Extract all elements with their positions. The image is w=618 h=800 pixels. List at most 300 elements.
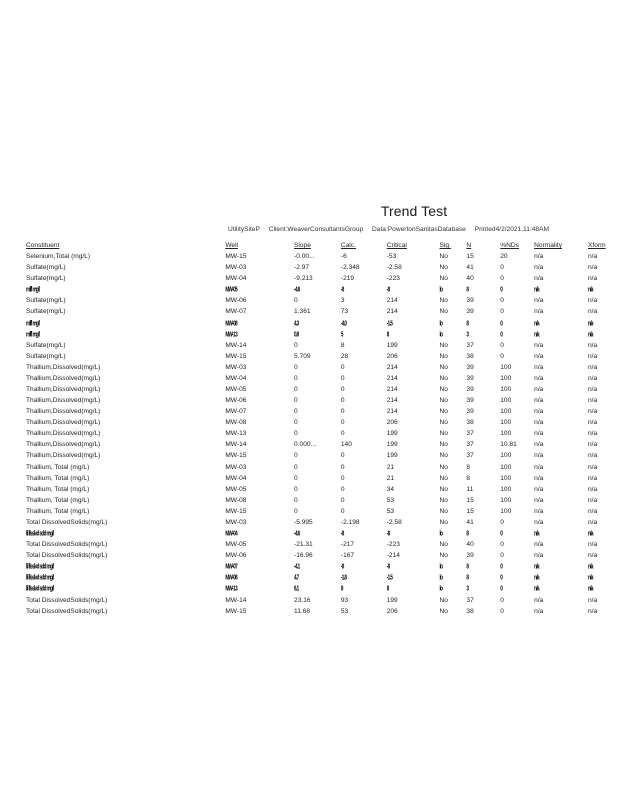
cell-normality: n/a bbox=[534, 496, 544, 504]
cell-calc: 8 bbox=[340, 585, 343, 593]
cell-n: 39 bbox=[466, 386, 474, 394]
cell-n: 11 bbox=[466, 485, 474, 493]
cell-sig: No bbox=[439, 541, 448, 549]
col-critical: Critical bbox=[386, 242, 407, 249]
cell-normality: n/a bbox=[534, 363, 544, 371]
cell-pct-nds: 100 bbox=[500, 496, 512, 504]
cell-well: MW-08 bbox=[225, 319, 238, 327]
cell-sig: No bbox=[439, 419, 448, 427]
cell-pct-nds: 0 bbox=[500, 352, 504, 360]
cell-xform: n/a bbox=[588, 319, 593, 327]
cell-pct-nds: 0 bbox=[500, 308, 504, 316]
cell-calc: -8 bbox=[340, 562, 344, 571]
cell-xform: n/a bbox=[588, 352, 598, 360]
cell-n: 37 bbox=[466, 430, 474, 438]
cell-n: 40 bbox=[466, 275, 474, 283]
cell-xform: n/a bbox=[588, 452, 598, 460]
cell-calc: -6 bbox=[340, 253, 347, 261]
cell-n: 8 bbox=[466, 463, 471, 471]
cell-sig: No bbox=[439, 485, 448, 493]
cell-calc: 0 bbox=[340, 463, 345, 471]
cell-well: MW-03 bbox=[225, 518, 247, 526]
cell-well: MW-04 bbox=[225, 529, 238, 538]
cell-sig: lo bbox=[439, 319, 443, 327]
table-row bbox=[26, 428, 618, 439]
cell-critical: -53 bbox=[386, 253, 397, 261]
cell-xform: n/a bbox=[588, 397, 598, 405]
cell-normality: n/a bbox=[534, 562, 539, 571]
cell-sig: lo bbox=[439, 562, 443, 571]
cell-constituent: Selenium,Total (mg/L) bbox=[26, 253, 91, 261]
cell-n: 3 bbox=[466, 585, 469, 593]
cell-n: 39 bbox=[466, 397, 474, 405]
cell-slope: -4.6 bbox=[294, 286, 300, 294]
table-row bbox=[26, 251, 618, 262]
col-sig: Sig. bbox=[439, 242, 451, 249]
cell-pct-nds: 0 bbox=[500, 552, 504, 560]
table-row bbox=[26, 462, 618, 473]
cell-xform: n/a bbox=[588, 374, 598, 382]
cell-n: 41 bbox=[466, 518, 474, 526]
cell-normality: n/a bbox=[534, 485, 544, 493]
cell-normality: n/a bbox=[534, 341, 544, 349]
col-well: Well bbox=[225, 242, 239, 249]
cell-sig: lo bbox=[439, 330, 443, 338]
cell-well: MW-14 bbox=[225, 441, 247, 449]
cell-slope: 0 bbox=[294, 452, 298, 460]
cell-normality: n/a bbox=[534, 574, 539, 582]
cell-constituent: Total DissolvedSolids(mg/L) bbox=[26, 596, 108, 604]
table-row bbox=[26, 362, 618, 373]
cell-pct-nds: 20 bbox=[500, 253, 508, 261]
cell-constituent: Thallium, Total (mg/L) bbox=[26, 463, 90, 471]
cell-sig: No bbox=[439, 386, 448, 394]
cell-calc: 0 bbox=[340, 363, 345, 371]
table-row bbox=[26, 351, 618, 362]
cell-well: MW-03 bbox=[225, 264, 247, 272]
cell-well: MW-14 bbox=[225, 341, 247, 349]
cell-constituent: lil llsslvd sdd mg/l bbox=[26, 585, 54, 593]
cell-xform: n/a bbox=[588, 562, 593, 571]
cell-sig: No bbox=[439, 596, 448, 604]
cell-pct-nds: 100 bbox=[500, 374, 512, 382]
cell-slope: -21.31 bbox=[294, 541, 313, 549]
cell-calc: -219 bbox=[340, 275, 355, 283]
cell-constituent: Sulfate(mg/L) bbox=[26, 264, 66, 272]
cell-well: MW-06 bbox=[225, 297, 247, 305]
cell-well: MW-06 bbox=[225, 552, 247, 560]
table-row bbox=[26, 373, 618, 384]
cell-constituent: Thallium,Dissolved(mg/L) bbox=[26, 397, 101, 405]
cell-calc: 0 bbox=[340, 496, 345, 504]
cell-normality: n/a bbox=[534, 585, 539, 593]
cell-sig: No bbox=[439, 552, 448, 560]
cell-well: MW-03 bbox=[225, 363, 247, 371]
cell-constituent: mlfl mg/l bbox=[26, 330, 40, 338]
cell-slope: -5.995 bbox=[294, 518, 313, 526]
cell-normality: n/a bbox=[534, 607, 544, 615]
cell-well: MW-06 bbox=[225, 397, 247, 405]
cell-sig: No bbox=[439, 397, 448, 405]
cell-calc: -167 bbox=[340, 552, 355, 560]
table-row bbox=[26, 262, 618, 273]
table-row bbox=[26, 406, 618, 417]
cell-critical: 53 bbox=[386, 496, 395, 504]
cell-slope: -9.213 bbox=[294, 275, 313, 283]
cell-critical: 199 bbox=[386, 341, 398, 349]
cell-normality: n/a bbox=[534, 374, 544, 382]
cell-critical: -1.5 bbox=[386, 574, 393, 582]
cell-critical: -214 bbox=[386, 552, 400, 560]
cell-sig: No bbox=[439, 341, 448, 349]
cell-pct-nds: 100 bbox=[500, 507, 512, 515]
cell-slope: 0 bbox=[294, 430, 298, 438]
cell-critical: 53 bbox=[386, 507, 395, 515]
cell-n: 39 bbox=[466, 363, 474, 371]
cell-sig: No bbox=[439, 374, 448, 382]
cell-slope: -4.6 bbox=[294, 529, 300, 538]
cell-pct-nds: 0 bbox=[500, 518, 504, 526]
cell-xform: n/a bbox=[588, 474, 598, 482]
cell-pct-nds: 0 bbox=[500, 275, 504, 283]
cell-sig: No bbox=[439, 507, 448, 515]
cell-normality: n/a bbox=[534, 441, 544, 449]
cell-calc: 3 bbox=[340, 297, 345, 305]
cell-well: MW-03 bbox=[225, 463, 247, 471]
cell-slope: 0 bbox=[294, 419, 298, 427]
cell-slope: -2.97 bbox=[294, 264, 310, 272]
table-row bbox=[26, 484, 618, 495]
cell-normality: n/a bbox=[534, 430, 544, 438]
cell-pct-nds: 0 bbox=[500, 319, 503, 327]
cell-critical: 199 bbox=[386, 430, 398, 438]
cell-pct-nds: 100 bbox=[500, 363, 512, 371]
cell-n: 39 bbox=[466, 408, 474, 416]
cell-constituent: Thallium,Dissolved(mg/L) bbox=[26, 408, 101, 416]
cell-sig: No bbox=[439, 264, 448, 272]
cell-well: MW-08 bbox=[225, 574, 238, 582]
cell-slope: 0 bbox=[294, 363, 298, 371]
cell-n: 39 bbox=[466, 308, 474, 316]
cell-well: MW-05 bbox=[225, 541, 247, 549]
cell-pct-nds: 100 bbox=[500, 485, 512, 493]
cell-slope: 0.8 bbox=[294, 330, 299, 338]
cell-n: 8 bbox=[466, 286, 469, 294]
cell-n: 41 bbox=[466, 264, 474, 272]
cell-calc: 0 bbox=[340, 485, 345, 493]
cell-well: MW-15 bbox=[225, 607, 247, 615]
cell-normality: n/a bbox=[534, 552, 544, 560]
cell-xform: n/a bbox=[588, 341, 598, 349]
cell-calc: 28 bbox=[340, 352, 349, 360]
cell-sig: No bbox=[439, 275, 448, 283]
cell-constituent: Thallium,Dissolved(mg/L) bbox=[26, 419, 101, 427]
cell-slope: 0 bbox=[294, 397, 298, 405]
cell-pct-nds: 0 bbox=[500, 596, 504, 604]
cell-critical: 21 bbox=[386, 463, 395, 471]
cell-normality: n/a bbox=[534, 319, 539, 327]
table-row bbox=[26, 495, 618, 506]
cell-well: MW-15 bbox=[225, 352, 247, 360]
cell-calc: 8 bbox=[340, 341, 345, 349]
cell-sig: No bbox=[439, 518, 448, 526]
cell-well: MW-07 bbox=[225, 308, 247, 316]
cell-xform: n/a bbox=[588, 552, 598, 560]
cell-n: 38 bbox=[466, 607, 474, 615]
cell-slope: 0 bbox=[294, 408, 298, 416]
cell-critical: -223 bbox=[386, 541, 400, 549]
cell-normality: n/a bbox=[534, 507, 544, 515]
cell-constituent: Thallium,Dissolved(mg/L) bbox=[26, 452, 101, 460]
table-header-row bbox=[26, 240, 618, 251]
cell-normality: n/a bbox=[534, 518, 544, 526]
cell-slope: -0.00... bbox=[294, 253, 315, 261]
cell-normality: n/a bbox=[534, 596, 544, 604]
cell-sig: lo bbox=[439, 574, 443, 582]
cell-normality: n/a bbox=[534, 541, 544, 549]
cell-calc: 0 bbox=[340, 430, 345, 438]
cell-n: 37 bbox=[466, 452, 474, 460]
cell-sig: No bbox=[439, 363, 448, 371]
cell-critical: 214 bbox=[386, 374, 398, 382]
cell-well: MW-07 bbox=[225, 408, 247, 416]
cell-critical: -1.5 bbox=[386, 319, 393, 327]
cell-slope: 1.361 bbox=[294, 308, 311, 316]
cell-pct-nds: 0 bbox=[500, 585, 503, 593]
cell-xform: n/a bbox=[588, 574, 593, 582]
cell-sig: lo bbox=[439, 585, 443, 593]
table-row bbox=[26, 395, 618, 406]
cell-xform: n/a bbox=[588, 408, 598, 416]
cell-pct-nds: 10.81 bbox=[500, 441, 517, 449]
cell-calc: 53 bbox=[340, 607, 349, 615]
meta-printed: Printed4/2/2021,11:48AM bbox=[474, 226, 549, 233]
cell-calc: 140 bbox=[340, 441, 352, 449]
cell-n: 38 bbox=[466, 352, 474, 360]
col-slope: Slope bbox=[294, 242, 311, 249]
cell-sig: No bbox=[439, 463, 448, 471]
cell-slope: 0.000... bbox=[294, 441, 317, 449]
cell-well: MW-15 bbox=[225, 452, 247, 460]
cell-calc: 0 bbox=[340, 419, 345, 427]
cell-calc: 0 bbox=[340, 397, 345, 405]
cell-well: MW-04 bbox=[225, 374, 247, 382]
cell-sig: No bbox=[439, 496, 448, 504]
cell-n: 3 bbox=[466, 330, 469, 338]
cell-constituent: Sulfate(mg/L) bbox=[26, 341, 66, 349]
cell-constituent: mlfl mg/l bbox=[26, 319, 40, 327]
cell-critical: -8 bbox=[386, 562, 390, 571]
cell-calc: 0 bbox=[340, 374, 345, 382]
cell-critical: 199 bbox=[386, 452, 398, 460]
cell-well: MW-07 bbox=[225, 562, 238, 571]
cell-well: MW-05 bbox=[225, 386, 247, 394]
cell-critical: 206 bbox=[386, 607, 398, 615]
cell-xform: n/a bbox=[588, 596, 598, 604]
cell-critical: 214 bbox=[386, 297, 398, 305]
cell-normality: n/a bbox=[534, 419, 544, 427]
cell-n: 39 bbox=[466, 374, 474, 382]
cell-constituent: lil llsslvd sdd mg/l bbox=[26, 562, 54, 571]
cell-xform: n/a bbox=[588, 607, 598, 615]
cell-n: 15 bbox=[466, 253, 474, 261]
cell-critical: -223 bbox=[386, 275, 400, 283]
cell-well: MW-04 bbox=[225, 474, 247, 482]
cell-normality: n/a bbox=[534, 286, 539, 294]
cell-pct-nds: 0 bbox=[500, 330, 503, 338]
cell-normality: n/a bbox=[534, 529, 539, 538]
cell-pct-nds: 100 bbox=[500, 430, 512, 438]
cell-constituent: Thallium,Dissolved(mg/L) bbox=[26, 430, 101, 438]
cell-constituent: Total DissolvedSolids(mg/L) bbox=[26, 607, 108, 615]
cell-n: 8 bbox=[466, 319, 469, 327]
cell-calc: 0 bbox=[340, 507, 345, 515]
cell-n: 8 bbox=[466, 529, 469, 538]
cell-slope: 4.7 bbox=[294, 574, 299, 582]
cell-critical: -8 bbox=[386, 286, 390, 294]
cell-slope: 5.709 bbox=[294, 352, 311, 360]
cell-critical: 21 bbox=[386, 474, 395, 482]
cell-sig: No bbox=[439, 297, 448, 305]
cell-slope: 0 bbox=[294, 297, 298, 305]
cell-slope: 0 bbox=[294, 386, 298, 394]
cell-n: 39 bbox=[466, 297, 474, 305]
cell-well: MW-13 bbox=[225, 330, 238, 338]
cell-xform: n/a bbox=[588, 529, 593, 538]
cell-critical: 214 bbox=[386, 408, 398, 416]
cell-normality: n/a bbox=[534, 308, 544, 316]
cell-constituent: Total DissolvedSolids(mg/L) bbox=[26, 518, 108, 526]
cell-calc: -217 bbox=[340, 541, 355, 549]
cell-sig: No bbox=[439, 452, 448, 460]
col-n: N bbox=[466, 242, 472, 249]
cell-normality: n/a bbox=[534, 253, 544, 261]
cell-critical: -2.58 bbox=[386, 518, 402, 526]
cell-well: MW-05 bbox=[225, 485, 247, 493]
cell-pct-nds: 0 bbox=[500, 541, 504, 549]
col-normality: Normality bbox=[534, 242, 562, 249]
cell-calc: 0 bbox=[340, 474, 345, 482]
cell-slope: -16.96 bbox=[294, 552, 313, 560]
cell-constituent: Total DissolvedSolids(mg/L) bbox=[26, 541, 108, 549]
cell-pct-nds: 0 bbox=[500, 341, 504, 349]
cell-well: MW-14 bbox=[225, 596, 247, 604]
cell-normality: n/a bbox=[534, 397, 544, 405]
cell-normality: n/a bbox=[534, 386, 544, 394]
cell-slope: 11.68 bbox=[294, 607, 311, 615]
cell-pct-nds: 100 bbox=[500, 419, 512, 427]
cell-xform: n/a bbox=[588, 507, 598, 515]
cell-calc: -1.8 bbox=[340, 574, 347, 582]
cell-xform: n/a bbox=[588, 308, 598, 316]
table-row bbox=[26, 606, 618, 617]
cell-constituent: Sulfate(mg/L) bbox=[26, 352, 66, 360]
cell-pct-nds: 0 bbox=[500, 529, 503, 538]
cell-sig: No bbox=[439, 430, 448, 438]
cell-calc: 73 bbox=[340, 308, 349, 316]
cell-calc: -8 bbox=[340, 286, 344, 294]
cell-pct-nds: 100 bbox=[500, 408, 512, 416]
cell-xform: n/a bbox=[588, 419, 598, 427]
cell-constituent: Thallium,Dissolved(mg/L) bbox=[26, 386, 101, 394]
report-meta bbox=[228, 226, 556, 233]
cell-sig: No bbox=[439, 253, 448, 261]
cell-normality: n/a bbox=[534, 463, 544, 471]
cell-normality: n/a bbox=[534, 408, 544, 416]
cell-calc: 0 bbox=[340, 408, 345, 416]
cell-normality: n/a bbox=[534, 474, 544, 482]
cell-critical: 214 bbox=[386, 308, 398, 316]
cell-xform: n/a bbox=[588, 386, 598, 394]
cell-sig: No bbox=[439, 408, 448, 416]
col-pct-nds: %NDs bbox=[500, 242, 519, 249]
cell-constituent: Thallium, Total (mg/L) bbox=[26, 485, 90, 493]
cell-n: 8 bbox=[466, 562, 469, 571]
cell-xform: n/a bbox=[588, 585, 593, 593]
cell-sig: No bbox=[439, 474, 448, 482]
cell-constituent: Sulfate(mg/L) bbox=[26, 297, 66, 305]
cell-pct-nds: 100 bbox=[500, 474, 512, 482]
cell-slope: 0 bbox=[294, 507, 298, 515]
cell-sig: No bbox=[439, 607, 448, 615]
table-row bbox=[26, 528, 618, 539]
cell-sig: lo bbox=[439, 286, 443, 294]
cell-slope: 23.16 bbox=[294, 596, 311, 604]
cell-constituent: Thallium, Total (mg/L) bbox=[26, 507, 90, 515]
cell-n: 15 bbox=[466, 496, 474, 504]
cell-xform: n/a bbox=[588, 330, 593, 338]
cell-pct-nds: 100 bbox=[500, 463, 512, 471]
cell-pct-nds: 100 bbox=[500, 452, 512, 460]
cell-xform: n/a bbox=[588, 297, 598, 305]
cell-critical: 206 bbox=[386, 352, 398, 360]
cell-well: MW-15 bbox=[225, 253, 247, 261]
cell-xform: n/a bbox=[588, 463, 598, 471]
cell-critical: 199 bbox=[386, 596, 398, 604]
cell-slope: 6.1 bbox=[294, 585, 299, 593]
cell-well: MW-05 bbox=[225, 286, 238, 294]
cell-n: 37 bbox=[466, 441, 474, 449]
table-row bbox=[26, 506, 618, 517]
trend-test-table bbox=[26, 240, 618, 617]
cell-calc: -2.198 bbox=[340, 518, 360, 526]
cell-normality: n/a bbox=[534, 275, 544, 283]
cell-well: MW-13 bbox=[225, 430, 247, 438]
table-row bbox=[26, 284, 618, 295]
cell-n: 15 bbox=[466, 507, 474, 515]
cell-constituent: Sulfate(mg/L) bbox=[26, 308, 66, 316]
cell-critical: 206 bbox=[386, 419, 398, 427]
cell-xform: n/a bbox=[588, 275, 598, 283]
cell-sig: No bbox=[439, 441, 448, 449]
cell-slope: 0 bbox=[294, 374, 298, 382]
cell-constituent: lil llsslvd sdd mg/l bbox=[26, 574, 54, 582]
cell-xform: n/a bbox=[588, 496, 598, 504]
cell-well: MW-08 bbox=[225, 496, 247, 504]
cell-well: MW-15 bbox=[225, 507, 247, 515]
cell-constituent: Thallium,Dissolved(mg/L) bbox=[26, 441, 101, 449]
meta-data: Data:PowertonSanitasDatabase bbox=[372, 226, 466, 233]
cell-well: MW-13 bbox=[225, 585, 238, 593]
cell-critical: 199 bbox=[386, 441, 398, 449]
cell-slope: 0 bbox=[294, 496, 298, 504]
col-xform: Xform bbox=[588, 242, 606, 249]
cell-n: 8 bbox=[466, 574, 469, 582]
cell-critical: -8 bbox=[386, 529, 390, 538]
cell-sig: No bbox=[439, 308, 448, 316]
table-row bbox=[26, 417, 618, 428]
report-title: Trend Test bbox=[380, 203, 448, 219]
